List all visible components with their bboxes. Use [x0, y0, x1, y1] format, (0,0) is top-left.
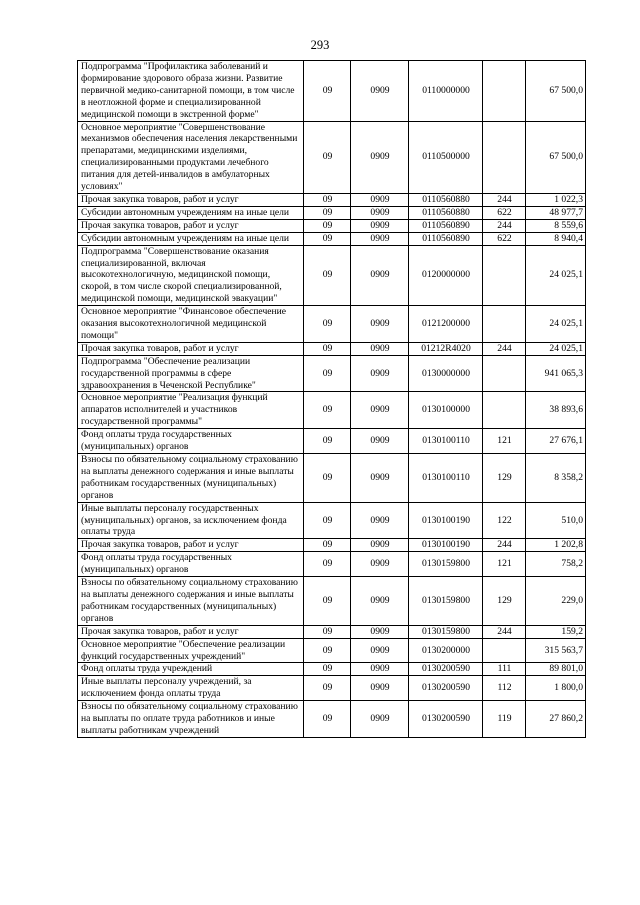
- row-name: Прочая закупка товаров, работ и услуг: [78, 193, 304, 206]
- row-target-article: 01212R4020: [409, 342, 483, 355]
- row-name: Субсидии автономным учреждениям на иные цели: [78, 206, 304, 219]
- row-section: 09: [304, 193, 351, 206]
- row-subsection: 0909: [351, 577, 409, 626]
- row-target-article: 0121200000: [409, 306, 483, 343]
- row-amount: 8 940,4: [526, 232, 586, 245]
- row-amount: 48 977,7: [526, 206, 586, 219]
- row-expense-type: [483, 306, 526, 343]
- row-subsection: 0909: [351, 392, 409, 429]
- row-amount: 510,0: [526, 502, 586, 539]
- row-target-article: 0130100110: [409, 429, 483, 454]
- table-row: [78, 355, 586, 392]
- row-target-article: 0130100110: [409, 454, 483, 503]
- row-subsection: 0909: [351, 355, 409, 392]
- row-amount: 1 800,0: [526, 676, 586, 701]
- row-section: 09: [304, 454, 351, 503]
- row-section: 09: [304, 206, 351, 219]
- row-expense-type: [483, 355, 526, 392]
- row-target-article: 0130159800: [409, 552, 483, 577]
- table-row: [78, 552, 586, 577]
- row-section: 09: [304, 392, 351, 429]
- table-row: [78, 625, 586, 638]
- row-section: 09: [304, 355, 351, 392]
- budget-table-body: [78, 61, 586, 738]
- row-name: Фонд оплаты труда учреждений: [78, 663, 304, 676]
- row-subsection: 0909: [351, 663, 409, 676]
- row-expense-type: [483, 392, 526, 429]
- row-expense-type: 111: [483, 663, 526, 676]
- row-target-article: 0110500000: [409, 121, 483, 193]
- table-row: [78, 502, 586, 539]
- row-subsection: 0909: [351, 454, 409, 503]
- row-subsection: 0909: [351, 625, 409, 638]
- row-target-article: 0130000000: [409, 355, 483, 392]
- row-name: Прочая закупка товаров, работ и услуг: [78, 219, 304, 232]
- row-subsection: 0909: [351, 539, 409, 552]
- row-amount: 24 025,1: [526, 342, 586, 355]
- row-expense-type: 119: [483, 701, 526, 738]
- row-name: Прочая закупка товаров, работ и услуг: [78, 342, 304, 355]
- row-expense-type: 244: [483, 625, 526, 638]
- table-row: [78, 663, 586, 676]
- row-section: 09: [304, 502, 351, 539]
- row-target-article: 0110560880: [409, 206, 483, 219]
- row-expense-type: 244: [483, 342, 526, 355]
- table-row: [78, 121, 586, 193]
- table-row: [78, 392, 586, 429]
- row-target-article: 0130200590: [409, 663, 483, 676]
- row-subsection: 0909: [351, 232, 409, 245]
- row-name: Прочая закупка товаров, работ и услуг: [78, 625, 304, 638]
- row-name: Взносы по обязательному социальному страхованию на выплаты денежного содержания и иные выплаты работникам государственных (муниципальных) органов: [78, 577, 304, 626]
- table-row: [78, 676, 586, 701]
- table-row: [78, 61, 586, 122]
- row-expense-type: 622: [483, 232, 526, 245]
- budget-table: [77, 60, 586, 738]
- table-row: [78, 429, 586, 454]
- row-expense-type: 244: [483, 219, 526, 232]
- row-expense-type: [483, 245, 526, 306]
- row-target-article: 0120000000: [409, 245, 483, 306]
- table-row: [78, 306, 586, 343]
- row-amount: 229,0: [526, 577, 586, 626]
- row-subsection: 0909: [351, 552, 409, 577]
- row-amount: 24 025,1: [526, 245, 586, 306]
- row-subsection: 0909: [351, 502, 409, 539]
- row-subsection: 0909: [351, 219, 409, 232]
- table-row: [78, 245, 586, 306]
- row-expense-type: 121: [483, 429, 526, 454]
- row-amount: 67 500,0: [526, 61, 586, 122]
- row-section: 09: [304, 219, 351, 232]
- table-row: [78, 539, 586, 552]
- row-target-article: 0130100000: [409, 392, 483, 429]
- row-target-article: 0110560890: [409, 232, 483, 245]
- row-amount: 315 563,7: [526, 638, 586, 663]
- row-expense-type: 121: [483, 552, 526, 577]
- row-expense-type: [483, 638, 526, 663]
- row-expense-type: 129: [483, 454, 526, 503]
- row-amount: 1 022,3: [526, 193, 586, 206]
- row-section: 09: [304, 232, 351, 245]
- row-name: Субсидии автономным учреждениям на иные цели: [78, 232, 304, 245]
- row-amount: 27 676,1: [526, 429, 586, 454]
- row-target-article: 0130100190: [409, 502, 483, 539]
- row-name: Подпрограмма "Профилактика заболеваний и формирование здорового образа жизни. Развитие первичной медико-санитарной помощи, в том числе в неотложной форме и специализированной медицинской помощи в экстренной форме": [78, 61, 304, 122]
- row-section: 09: [304, 306, 351, 343]
- row-name: Иные выплаты персоналу учреждений, за исключением фонда оплаты труда: [78, 676, 304, 701]
- row-subsection: 0909: [351, 245, 409, 306]
- page-number: 293: [310, 38, 330, 52]
- row-expense-type: [483, 121, 526, 193]
- row-amount: 758,2: [526, 552, 586, 577]
- table-row: [78, 206, 586, 219]
- row-section: 09: [304, 577, 351, 626]
- row-section: 09: [304, 663, 351, 676]
- table-row: [78, 342, 586, 355]
- row-name: Основное мероприятие "Совершенствование механизмов обеспечения населения лекарственными препаратами, медицинскими изделиями, специализированными продуктами лечебного питания для детей-инвалидов в амбулаторных условиях": [78, 121, 304, 193]
- row-subsection: 0909: [351, 429, 409, 454]
- row-subsection: 0909: [351, 206, 409, 219]
- row-expense-type: 112: [483, 676, 526, 701]
- row-section: 09: [304, 539, 351, 552]
- row-section: 09: [304, 625, 351, 638]
- row-amount: 159,2: [526, 625, 586, 638]
- row-amount: 1 202,8: [526, 539, 586, 552]
- row-target-article: 0130159800: [409, 625, 483, 638]
- table-row: [78, 577, 586, 626]
- row-amount: 24 025,1: [526, 306, 586, 343]
- table-row: [78, 193, 586, 206]
- row-amount: 27 860,2: [526, 701, 586, 738]
- row-amount: 8 358,2: [526, 454, 586, 503]
- row-expense-type: 244: [483, 539, 526, 552]
- row-subsection: 0909: [351, 701, 409, 738]
- row-expense-type: 129: [483, 577, 526, 626]
- row-amount: 89 801,0: [526, 663, 586, 676]
- row-section: 09: [304, 61, 351, 122]
- row-target-article: 0130200000: [409, 638, 483, 663]
- row-amount: 8 559,6: [526, 219, 586, 232]
- row-section: 09: [304, 676, 351, 701]
- row-amount: 941 065,3: [526, 355, 586, 392]
- row-name: Основное мероприятие "Обеспечение реализации функций государственных учреждений": [78, 638, 304, 663]
- row-subsection: 0909: [351, 638, 409, 663]
- row-subsection: 0909: [351, 121, 409, 193]
- table-row: [78, 638, 586, 663]
- row-subsection: 0909: [351, 306, 409, 343]
- row-section: 09: [304, 245, 351, 306]
- row-target-article: 0110560880: [409, 193, 483, 206]
- table-row: [78, 701, 586, 738]
- row-target-article: 0130159800: [409, 577, 483, 626]
- row-name: Взносы по обязательному социальному страхованию на выплаты денежного содержания и иные выплаты работникам государственных (муниципальных) органов: [78, 454, 304, 503]
- row-target-article: 0110000000: [409, 61, 483, 122]
- row-amount: 38 893,6: [526, 392, 586, 429]
- table-row: [78, 454, 586, 503]
- row-section: 09: [304, 552, 351, 577]
- row-expense-type: 122: [483, 502, 526, 539]
- row-name: Подпрограмма "Обеспечение реализации государственной программы в сфере здравоохранения в Чеченской Республике": [78, 355, 304, 392]
- row-target-article: 0130200590: [409, 676, 483, 701]
- row-name: Фонд оплаты труда государственных (муниципальных) органов: [78, 429, 304, 454]
- row-subsection: 0909: [351, 61, 409, 122]
- row-expense-type: [483, 61, 526, 122]
- row-section: 09: [304, 121, 351, 193]
- row-subsection: 0909: [351, 342, 409, 355]
- row-section: 09: [304, 342, 351, 355]
- row-subsection: 0909: [351, 676, 409, 701]
- row-name: Подпрограмма "Совершенствование оказания специализированной, включая высокотехнологичную, медицинской помощи, скорой, в том числе скорой специализированной, медицинской помощи, медицинской эвакуации": [78, 245, 304, 306]
- row-expense-type: 622: [483, 206, 526, 219]
- row-name: Прочая закупка товаров, работ и услуг: [78, 539, 304, 552]
- row-name: Взносы по обязательному социальному страхованию на выплаты по оплате труда работников и иные выплаты работникам учреждений: [78, 701, 304, 738]
- row-expense-type: 244: [483, 193, 526, 206]
- row-target-article: 0130200590: [409, 701, 483, 738]
- row-amount: 67 500,0: [526, 121, 586, 193]
- row-name: Иные выплаты персоналу государственных (муниципальных) органов, за исключением фонда оплаты труда: [78, 502, 304, 539]
- row-subsection: 0909: [351, 193, 409, 206]
- table-row: [78, 219, 586, 232]
- row-section: 09: [304, 429, 351, 454]
- row-name: Основное мероприятие "Реализация функций аппаратов исполнителей и участников государственной программы": [78, 392, 304, 429]
- row-section: 09: [304, 638, 351, 663]
- row-name: Основное мероприятие "Финансовое обеспечение оказания высокотехнологичной медицинской помощи": [78, 306, 304, 343]
- table-row: [78, 232, 586, 245]
- row-section: 09: [304, 701, 351, 738]
- row-target-article: 0110560890: [409, 219, 483, 232]
- row-target-article: 0130100190: [409, 539, 483, 552]
- row-name: Фонд оплаты труда государственных (муниципальных) органов: [78, 552, 304, 577]
